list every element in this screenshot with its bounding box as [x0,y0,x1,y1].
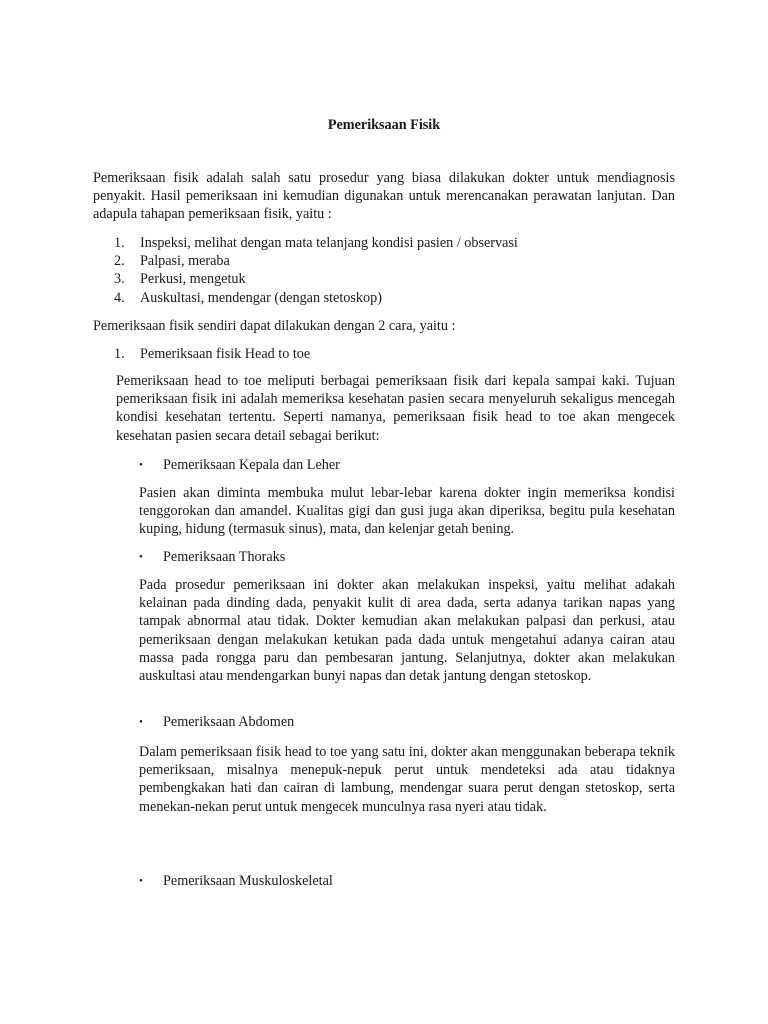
head-to-toe-paragraph: Pemeriksaan head to toe meliputi berbagai pemeriksaan fisik dari kepala sampai kaki. Tujuan pemeriksaan fisik ini adalah memeriksa kesehatan pasien secara menyeluruh sekaligus mencegah kondisi kesehatan tertentu. Seperti namanya, pemeriksaan fisik head to toe akan mengecek kesehatan pasien secara detail sebagai berikut: [116,373,675,444]
stages-list [93,234,675,307]
intro-paragraph: Pemeriksaan fisik adalah salah satu prosedur yang biasa dilakukan dokter untuk mendiagnosis penyakit. Hasil pemeriksaan ini kemudian digunakan untuk merencanakan perawatan lanjutan. Dan adapula tahapan pemeriksaan fisik, yaitu : [93,170,675,223]
section-body-thoraks: Pada prosedur pemeriksaan ini dokter akan melakukan inspeksi, yaitu melihat adakah kelainan pada dinding dada, penyakit kulit di area dada, serta adanya tarikan napas yang tampak abnormal atau tidak. Dokter kemudian akan melakukan palpasi dan perkusi, atau pemeriksaan dengan melakukan ketukan pada dada untuk mengetahui adanya cairan atau massa pada rongga paru dan pembesaran jantung. Selanjutnya, dokter akan melakukan auskultasi atau mendengarkan bunyi napas dan detak jantung dengan stetoskop. [139,577,675,685]
list-number: 2. [114,253,125,270]
section-heading-text: Pemeriksaan Thoraks [163,549,286,565]
list-number: 1. [114,346,125,362]
methods-intro-paragraph: Pemeriksaan fisik sendiri dapat dilakukan dengan 2 cara, yaitu : [93,318,456,334]
list-item-text: Palpasi, meraba [140,253,230,270]
list-item [93,252,675,270]
methods-list [93,345,675,363]
list-number: 3. [114,271,125,288]
list-item [93,270,675,288]
list-item-text: Auskultasi, mendengar (dengan stetoskop) [140,289,382,306]
section-body-abdomen: Dalam pemeriksaan fisik head to toe yang satu ini, dokter akan menggunakan beberapa teknik pemeriksaan, misalnya menepuk-nepuk perut untuk mendeteksi ada atau tidaknya pembengkakan hati dan cairan di lambung, mendengar suara perut dengan stetoskop, serta menekan-nekan perut untuk mengecek munculnya rasa nyeri atau tidak. [139,744,675,815]
list-item [93,234,675,252]
list-item-text: Inspeksi, melihat dengan mata telanjang kondisi pasien / observasi [140,235,518,251]
document-title: Pemeriksaan Fisik [327,117,441,133]
section-heading-text: Pemeriksaan Muskuloskeletal [163,873,333,889]
bullet-icon: • [139,459,143,471]
bullet-icon: • [139,716,143,728]
list-number: 1. [114,235,125,251]
list-item-text: Perkusi, mengetuk [140,271,246,288]
list-item-text: Pemeriksaan fisik Head to toe [140,346,311,362]
list-number: 4. [114,289,125,306]
section-body-kepala-leher: Pasien akan diminta membuka mulut lebar-lebar karena dokter ingin memeriksa kondisi tenggorokan dan amandel. Kualitas gigi dan gusi juga akan diperiksa, begitu pula kesehatan kuping, hidung (termasuk sinus), mata, dan kelenjar getah bening. [139,485,675,538]
list-item [93,345,675,363]
section-heading-text: Pemeriksaan Kepala dan Leher [163,457,340,473]
section-heading-text: Pemeriksaan Abdomen [163,714,295,730]
bullet-icon: • [139,875,143,887]
list-item [93,289,675,307]
bullet-icon: • [139,551,143,563]
